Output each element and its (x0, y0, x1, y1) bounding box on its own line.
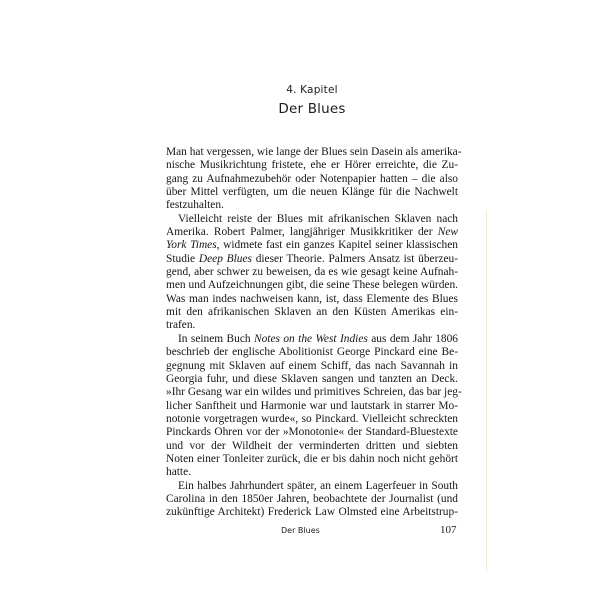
text-line: Vielleicht reiste der Blues mit afrikanischen Sklaven nach (178, 212, 458, 225)
text-line (166, 253, 458, 266)
paragraph (166, 480, 458, 520)
text-span: , widmete fast ein ganzes Kapitel seiner klassischen (216, 239, 458, 252)
text-line: licher Sanftheit und Harmonie war und lautstark in starrer Mo- (166, 399, 458, 412)
text-line: hatte. (166, 466, 191, 479)
text-line: Noten einer Tonleiter zurück, die er bis dahin noch nicht gehört (166, 452, 458, 465)
chapter-title: Der Blues (278, 101, 346, 117)
text-line: gend, aber schwer zu beweisen, da es wie gesagt keine Aufnah- (166, 266, 458, 279)
text-line: über Mittel verfügten, um die neuen Klänge für die Nachwelt (166, 186, 458, 199)
text-span: dieser Theorie. Palmers Ansatz ist überzeu- (251, 252, 458, 265)
text-span: Studie (166, 252, 199, 265)
text-line: nische Musikrichtung fristete, ehe er Hörer erreichte, die Zu- (166, 159, 458, 172)
text-line: Pinckards Ohren vor der »Monotonie« der Standard-Bluestexte (166, 426, 458, 439)
page-edge-line (486, 210, 487, 572)
text-line: Georgia fuhr, und diese Sklaven sangen und tanzten an Deck. (166, 372, 458, 385)
italic-title: New (437, 226, 458, 239)
text-line: gegnung mit Sklaven auf einem Schiff, das nach Savannah in (166, 359, 458, 372)
text-line: Carolina in den 1850er Jahren, beobachtete der Journalist (und (166, 492, 458, 505)
body-text (166, 146, 462, 520)
text-line: Was man indes nachweisen kann, ist, dass Elemente des Blues (166, 292, 458, 305)
text-span: In seinem Buch (178, 332, 255, 345)
text-span: aus dem Jahr 1806 (367, 332, 458, 345)
text-line (166, 333, 458, 346)
italic-title: Deep Blues (198, 252, 252, 265)
text-line: Man hat vergessen, wie lange der Blues sein Dasein als amerika- (166, 146, 462, 158)
page-number: 107 (440, 524, 457, 536)
text-line: men und Aufzeichnungen gibt, die seine These belegen würden. (166, 279, 458, 292)
paragraph (166, 332, 462, 480)
italic-title: York Times (166, 239, 217, 252)
text-line: gang zu Aufnahmezubehör oder Notenpapier hatten – die also (166, 172, 458, 185)
paragraph (166, 146, 462, 213)
text-line: trafen. (166, 319, 196, 332)
text-line: Ein halbes Jahrhundert später, an einem Lagerfeuer in South (178, 479, 458, 492)
italic-title: Notes on the West Indies (254, 332, 368, 345)
text-line: »Ihr Gesang war ein wildes und primitives Schreien, das bar jeg- (166, 386, 462, 399)
text-line (166, 239, 458, 252)
text-line: beschrieb der englische Abolitionist George Pinckard eine Be- (166, 346, 458, 359)
text-line: mit den afrikanischen Sklaven an den Küsten Amerikas ein- (166, 306, 458, 319)
running-footer-title: Der Blues (281, 526, 320, 535)
text-line: zukünftige Architekt) Frederick Law Olmsted eine Arbeitstrup- (166, 506, 458, 519)
paragraph (166, 213, 458, 333)
text-line: festzuhalten. (166, 199, 224, 212)
text-line (166, 226, 458, 239)
text-line: notonie vorgetragen wurde«, so Pinckard. Vielleicht schreckten (166, 412, 458, 425)
text-line: und vor der Wildheit der verminderten dritten und siebten (166, 439, 458, 452)
text-span: Amerika. Robert Palmer, langjähriger Musikkritiker der (166, 226, 438, 239)
chapter-number: 4. Kapitel (286, 84, 338, 96)
